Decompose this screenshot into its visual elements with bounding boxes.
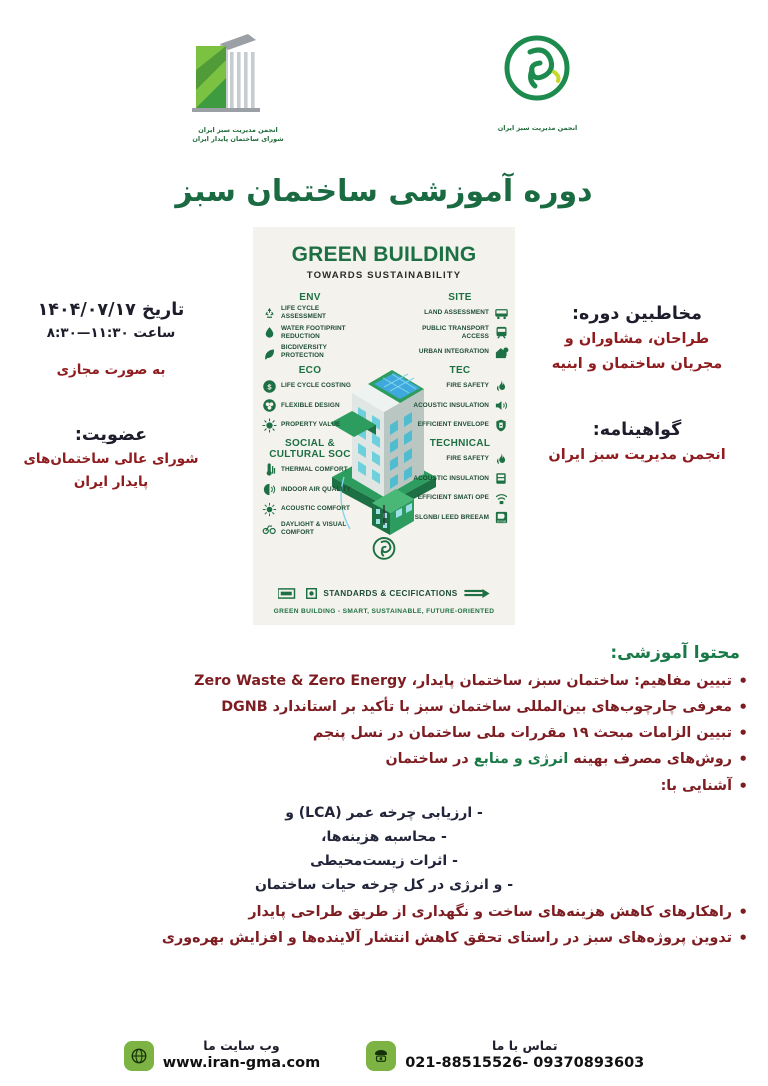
recycle-icon [261,305,277,321]
modular-circles-icon [261,398,277,414]
infographic-item-label: ACOUSTIC INSULATION [413,401,489,409]
thermometer-icon [261,462,277,478]
membership-value: شورای عالی ساختمان‌های پایدار ایران [23,451,199,490]
wall-insulation-icon [493,471,509,487]
infographic-item-label: SLGNB/ LEED BREEAM [414,513,489,521]
leaf-icon [261,344,277,360]
infographic-item-label: FLEXIBLE DESIGN [281,401,340,409]
list-item: - اثرات زیست‌محیطی [310,852,458,869]
date-label: تاریخ ۱۴۰۴/۰۷/۱۷ [37,300,185,320]
infographic-item-label: EFFICIENT SMATi OPE [417,494,489,501]
list-item [14,748,754,771]
acoustic-sun-icon [261,501,277,517]
infographic-item-label: PUBLIC TRANSPORT ACCESS [422,324,489,340]
website-value[interactable]: www.iran-gma.com [162,1055,321,1072]
flame-icon [493,378,509,394]
infographic-item [411,325,509,341]
infographic-right-column [411,287,509,529]
infographic-subtitle: TOWARDS SUSTAINABILITY [306,270,462,281]
infographic-item [261,417,359,433]
daylight-icon [261,521,277,537]
content-bullet-list [14,670,754,798]
infographic-item [411,510,509,526]
water-drop-icon [261,325,277,341]
list-item: • راهکارهای کاهش هزینه‌های ساخت و نگهداری از طریق طراحی پایدار [14,901,754,924]
globe-icon[interactable] [124,1041,154,1071]
website-label: وب سایت ما [203,1037,280,1053]
infographic-title: GREEN BUILDING [291,243,477,266]
infographic-item-label: INDOOR AIR QUALITY [281,485,351,493]
infographic-item [411,451,509,467]
bullet-text-en: Zero Waste & Zero Energy [194,673,407,689]
infographic-item-label: ACOUSTIC INSULATION [413,474,489,482]
infographic-item [261,501,359,517]
infographic-item [411,305,509,321]
infographic-footer-text: STANDARDS & CECIFICATIONS [323,589,458,598]
audience-label: مخاطبین دوره: [572,304,702,324]
audience-value-line1: طراحان، مشاوران و [564,331,710,348]
membership-label: عضویت: [74,424,148,445]
infographic-item [261,344,359,360]
infographic-category-env: ENV [299,292,321,303]
infographic-item [261,325,359,341]
green-management-seal [367,534,401,571]
middle-section [0,227,768,637]
bullet-text: تبیین الزامات مبحث ۱۹ مقررات ملی ساختمان در نسل پنجم [312,725,732,742]
speaker-icon [493,398,509,414]
house-tree-icon [493,344,509,360]
infographic-item-label: ACOUSTIC COMFORT [281,505,351,512]
infographic-item [411,417,509,433]
bus-icon [493,305,509,321]
bullet-text-post: در ساختمان [385,751,474,768]
content-bullet-list-tail [14,901,754,950]
green-management-association-logo [470,32,605,147]
infographic-category-tec: TEC [449,365,471,376]
contact-text [405,1038,644,1074]
infographic-category-technical: TECHNICAL [429,438,491,449]
bullet-text-highlight: انرژی و منابع [473,751,569,768]
page-title: دوره آموزشی ساختمان سبز [175,174,593,209]
shield-envelope-icon [493,417,509,433]
course-audience-block [532,301,742,467]
bullet-text: روش‌های مصرف بهینه [568,751,732,768]
infographic-item-label: DAYLIGHT & VISUAL COMFORT [281,520,347,536]
website-block [124,1038,320,1074]
bullet-text-en: DGNB [221,699,268,716]
shora-logo [178,30,298,150]
poster-footer [0,1038,768,1074]
website-text [163,1038,320,1074]
list-item [14,696,754,719]
infographic-item [261,305,359,321]
poster-header [0,0,768,170]
list-item: • تدوین پروژه‌های سبز در راستای تحقق کاهش انتشار آلاینده‌ها و افزایش بهره‌وری [14,927,754,950]
certificate-label: گواهینامه: [592,419,682,440]
course-content-section [0,643,768,950]
infographic-body [253,287,515,565]
infographic-item [411,378,509,394]
infographic-item-label: BICDIVERSITY PROTECTION [281,344,327,359]
infographic-item-label: PROPERTY VALUE [281,421,341,428]
certificate-value: انجمن مدیریت سبز ایران [548,446,726,463]
air-quality-icon [261,482,277,498]
delivery-mode: به صورت مجازی [56,361,166,378]
infographic-category-social: SOCIAL & CULTURAL SOC [269,438,351,460]
dgnb-badge-icon [493,510,509,526]
list-item [14,670,754,693]
list-item [14,775,754,798]
infographic-item [411,398,509,414]
shora-logo-caption-1: انجمن مدیریت سبز ایران [198,126,278,134]
infographic-left-column [261,287,359,540]
audience-value-line2: مجریان ساختمان و ابنیه [551,355,723,372]
list-item: - ارزیابی چرخه عمر (LCA) و [285,804,483,821]
infographic-item-label: EFFICIENT ENVELOPE [417,421,489,428]
shora-logo-caption-2: شورای ساختمان پایدار ایران [192,135,284,144]
contact-value[interactable]: 021-88515526- 09370893603 [405,1055,645,1072]
infographic-item-label: FIRE SAFETY [446,382,489,389]
green-building-infographic [253,227,515,625]
infographic-item-label: URBAN INTEGRATION [418,348,489,355]
infographic-item-label: FIRE SAFETY [446,455,489,462]
svg-text:DGNB: DGNB [496,519,506,524]
content-heading: محتوا آموزشی: [610,643,740,663]
infographic-item [261,482,359,498]
bullet-text: آشنایی با: [660,777,732,794]
infographic-item [411,344,509,360]
infographic-item [261,378,359,394]
bullet-text: تبیین مفاهیم: ساختمان سبز، ساختمان پایدار، [406,673,732,689]
list-item [14,722,754,745]
contact-label: تماس با ما [491,1037,558,1053]
wifi-smart-icon [493,490,509,506]
infographic-item [411,490,509,506]
infographic-item-label: THERMAL COMFORT [281,466,348,473]
infographic-category-site: SITE [448,292,472,303]
course-date-block [16,297,206,494]
infographic-item [261,462,359,478]
infographic-item-label: LIFE CYCLE COSTING [281,382,351,389]
infographic-item-label: WATER FOOTIPRINT REDUCTION [281,324,346,340]
tram-icon [493,325,509,341]
infographic-item [411,471,509,487]
association-logo-caption: انجمن مدیریت سبز ایران [497,124,578,132]
infographic-standards-footer [253,588,515,599]
svg-text:$: $ [266,381,272,391]
infographic-category-eco: ECO [298,365,322,376]
flame-icon [493,451,509,467]
infographic-item-label: LIFE CYCLE ASSESSMENT [281,305,327,320]
contact-block [366,1038,644,1074]
infographic-item [261,521,359,537]
dollar-coin-icon [261,378,277,394]
infographic-tagline: GREEN BUILDING - SMART, SUSTAINABLE, FUTURE-ORIENTED [273,608,495,615]
content-subitem-list [14,801,754,897]
time-label: ساعت ۱۱:۳۰—۸:۳۰ [46,325,176,342]
bullet-text: معرفی چارچوب‌های بین‌المللی ساختمان سبز با تأکید بر استاندارد [267,699,732,716]
list-item: - محاسبه هزینه‌ها، [321,828,447,845]
phone-icon[interactable] [366,1041,396,1071]
list-item: - و انرژی در کل چرخه حیات ساختمان [254,877,514,894]
infographic-item [261,398,359,414]
sun-icon [261,417,277,433]
infographic-item-label: LAND ASSESSMENT [424,309,489,316]
